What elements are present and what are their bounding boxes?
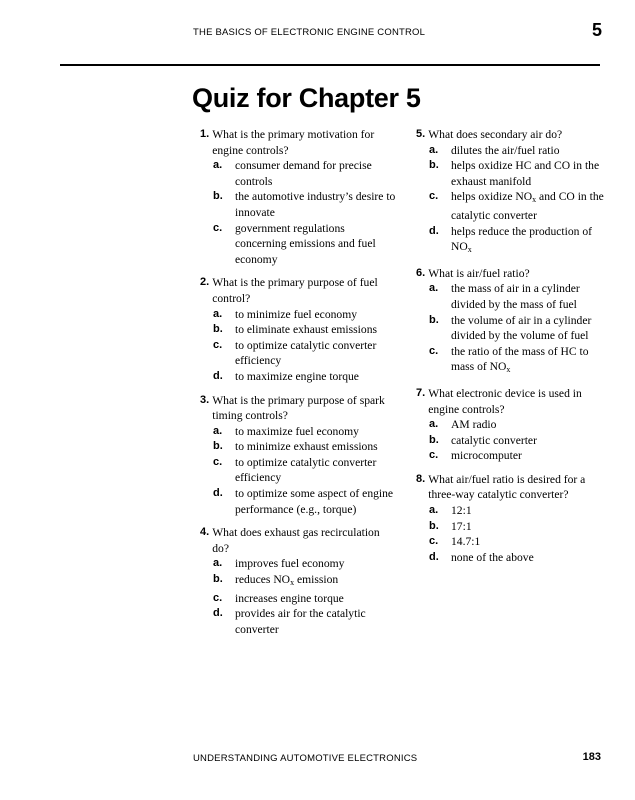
question-number: 8. (416, 472, 429, 485)
option-text: to eliminate exhaust emissions (235, 323, 378, 337)
question-head (200, 127, 398, 158)
right-column (416, 127, 606, 573)
option-letter: b. (213, 440, 223, 453)
option-letter: b. (213, 323, 223, 336)
question-text: What is air/fuel ratio? (428, 266, 530, 280)
question (416, 472, 606, 566)
option-text: the mass of air in a cylinder divided by the mass of fuel (451, 282, 580, 311)
option-text: 17:1 (451, 519, 472, 533)
question-text: What is the primary purpose of spark timing controls? (212, 393, 385, 423)
option-letter: b. (429, 519, 439, 532)
question-number: 5. (416, 128, 429, 140)
answer-option (213, 556, 398, 572)
option-text: AM radio (451, 418, 497, 432)
question (416, 266, 606, 378)
question-number: 4. (200, 526, 213, 539)
page-number: 183 (582, 751, 601, 763)
answer-option (429, 534, 606, 550)
option-letter: a. (213, 557, 223, 570)
answer-option (213, 455, 398, 486)
question-text: What does exhaust gas recirculation do? (212, 526, 380, 555)
question (416, 127, 606, 258)
option-letter: c. (429, 190, 439, 203)
option-letter: c. (213, 591, 223, 604)
option-text: increases engine torque (235, 591, 344, 605)
option-text: to maximize engine torque (235, 369, 359, 383)
option-text: to optimize some aspect of engine performance (e.g., torque) (235, 487, 394, 516)
option-letter: a. (429, 504, 439, 517)
question-number: 6. (416, 266, 429, 279)
option-text: 14.7:1 (451, 535, 481, 549)
question (200, 393, 398, 518)
question-head (416, 472, 606, 503)
option-letter: b. (429, 159, 439, 172)
option-text: helps oxidize $NO_x$ and CO in the catalytic converter (451, 190, 604, 222)
answer-option (213, 158, 398, 189)
question-head (416, 266, 606, 282)
option-letter: c. (213, 455, 223, 468)
header-rule (60, 64, 600, 66)
answer-option (429, 344, 606, 378)
option-letter: a. (429, 418, 439, 431)
question-number: 3. (200, 393, 213, 406)
question-text: What electronic device is used in engine controls? (428, 386, 582, 416)
option-letter: d. (213, 369, 223, 382)
question (416, 386, 606, 464)
option-text: improves fuel economy (235, 557, 345, 571)
question (200, 127, 398, 267)
answer-option (213, 424, 398, 440)
option-letter: c. (213, 338, 223, 351)
option-text: to optimize catalytic converter efficiency (235, 338, 377, 368)
option-letter: a. (429, 282, 439, 295)
option-text: helps oxidize HC and CO in the exhaust manifold (451, 159, 600, 188)
answer-option (213, 189, 398, 220)
question-head (200, 275, 398, 306)
option-text: catalytic converter (451, 433, 537, 447)
option-text: consumer demand for precise controls (235, 159, 372, 188)
question (200, 275, 398, 384)
option-letter: a. (213, 424, 223, 437)
chapter-number: 5 (591, 20, 602, 40)
option-text: reduces $NO_x$ emission (235, 573, 339, 588)
question-head (416, 127, 606, 143)
question-number: 7. (416, 386, 429, 399)
option-letter: d. (213, 607, 223, 620)
option-text: to maximize fuel economy (235, 424, 359, 438)
question-head (200, 525, 398, 556)
question-text: What does secondary air do? (428, 128, 563, 141)
answer-option (429, 313, 606, 344)
option-text: none of the above (451, 550, 534, 564)
option-letter: d. (213, 487, 223, 500)
option-letter: c. (429, 535, 439, 548)
answer-option (213, 221, 398, 268)
answer-option (429, 224, 606, 258)
answer-option (429, 189, 606, 223)
option-letter: b. (429, 433, 439, 446)
question-head (416, 386, 606, 417)
option-letter: a. (429, 143, 439, 156)
answer-option (429, 550, 606, 566)
book-title-footer: UNDERSTANDING AUTOMOTIVE ELECTRONICS (193, 753, 418, 764)
answer-option (213, 572, 398, 591)
question-text: What air/fuel ratio is desired for a three-way catalytic converter? (428, 472, 586, 502)
option-letter: c. (429, 449, 439, 462)
answer-option (213, 307, 398, 323)
option-letter: a. (213, 159, 223, 172)
question-text: What is the primary motivation for engine controls? (212, 128, 375, 157)
answer-option (213, 486, 398, 517)
answer-option (429, 433, 606, 449)
answer-option (429, 448, 606, 464)
option-text: the volume of air in a cylinder divided by the volume of fuel (451, 313, 592, 343)
left-column (200, 127, 398, 645)
option-letter: d. (429, 550, 439, 563)
option-letter: b. (429, 313, 439, 326)
question-text: What is the primary purpose of fuel control? (212, 276, 378, 305)
option-text: helps reduce the production of $NO_x$ (451, 224, 593, 255)
running-header: THE BASICS OF ELECTRONIC ENGINE CONTROL (193, 27, 426, 38)
option-letter: a. (213, 307, 223, 320)
option-text: to minimize exhaust emissions (235, 440, 378, 454)
answer-option (429, 503, 606, 519)
answer-option (213, 606, 398, 637)
option-text: the automotive industry’s desire to innovate (235, 190, 396, 219)
option-text: 12:1 (451, 504, 472, 518)
answer-option (429, 158, 606, 189)
option-text: dilutes the air/fuel ratio (451, 143, 560, 157)
answer-option (429, 519, 606, 535)
answer-option (213, 591, 398, 607)
option-letter: b. (213, 573, 223, 586)
page-title: Quiz for Chapter 5 (192, 83, 421, 113)
option-letter: c. (429, 344, 439, 357)
question-number: 1. (200, 128, 213, 140)
question-head (200, 393, 398, 424)
answer-option (429, 417, 606, 433)
answer-option (213, 369, 398, 385)
option-text: microcomputer (451, 449, 522, 463)
answer-option (213, 322, 398, 338)
option-text: provides air for the catalytic converter (235, 607, 366, 636)
answer-option (429, 281, 606, 312)
answer-option (213, 338, 398, 369)
option-letter: b. (213, 190, 223, 203)
answer-option (213, 439, 398, 455)
question (200, 525, 398, 637)
option-text: government regulations concerning emissions and fuel economy (235, 221, 376, 266)
question-number: 2. (200, 276, 213, 289)
option-letter: c. (213, 221, 223, 234)
option-text: to optimize catalytic converter efficiency (235, 455, 377, 485)
answer-option (429, 143, 606, 159)
option-text: to minimize fuel economy (235, 307, 358, 321)
option-letter: d. (429, 224, 439, 237)
option-text: the ratio of the mass of HC to mass of $NO_x$ (451, 344, 589, 375)
